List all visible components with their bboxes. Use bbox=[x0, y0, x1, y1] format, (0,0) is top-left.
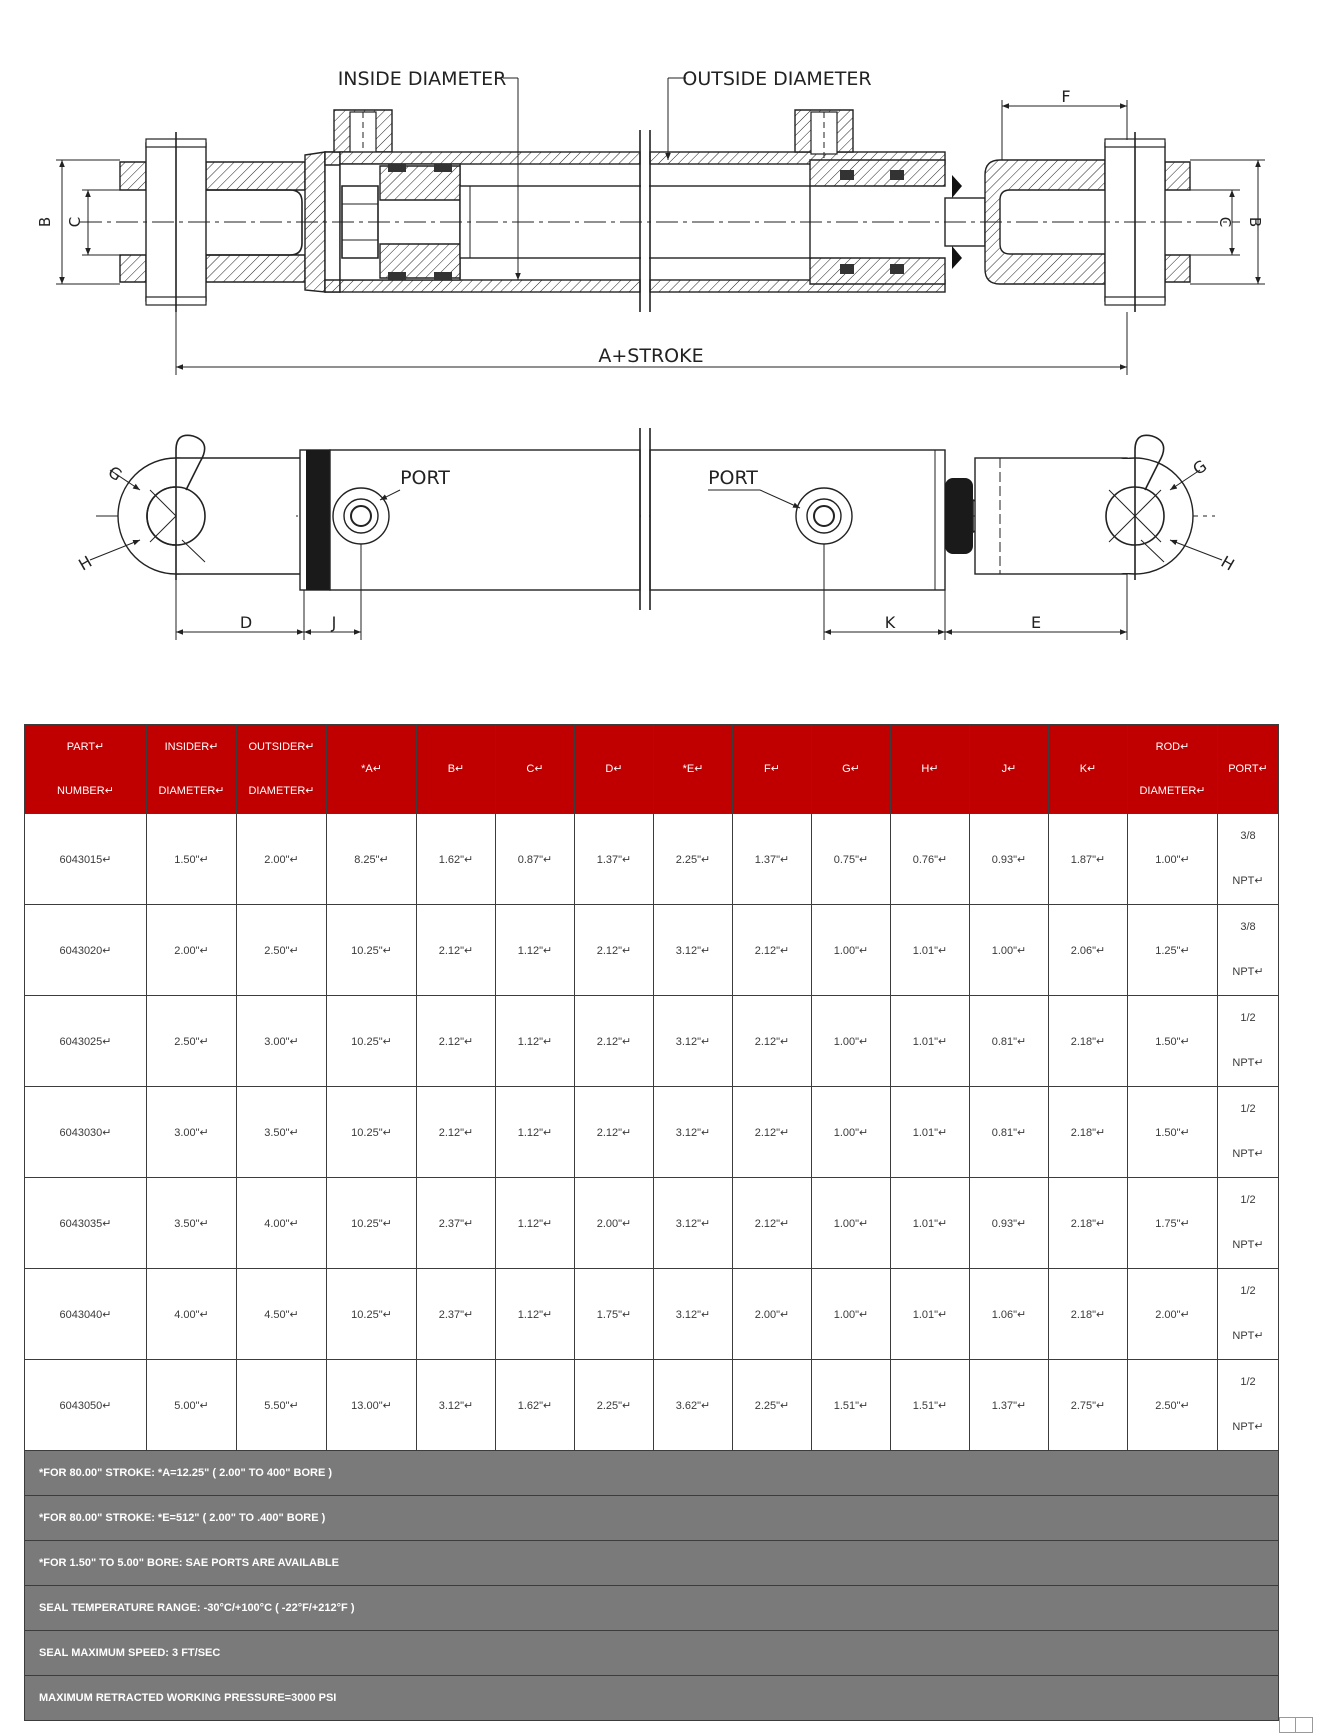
table-cell: 3.12"↵ bbox=[654, 996, 733, 1087]
dim-g-left: G bbox=[104, 462, 126, 485]
column-header bbox=[812, 725, 891, 814]
table-cell: 6043040↵ bbox=[25, 1269, 147, 1360]
table-cell: 1.50"↵ bbox=[147, 814, 237, 905]
table-cell: 1.87"↵ bbox=[1049, 814, 1128, 905]
a-stroke-label: A+STROKE bbox=[598, 345, 704, 367]
table-cell: 2.18"↵ bbox=[1049, 996, 1128, 1087]
table-cell: 1.50"↵ bbox=[1128, 996, 1218, 1087]
table-cell: 1.06"↵ bbox=[970, 1269, 1049, 1360]
table-row bbox=[25, 996, 1279, 1087]
table-cell: 0.93"↵ bbox=[970, 814, 1049, 905]
dim-d: D bbox=[239, 613, 253, 632]
table-cell: 2.37"↵ bbox=[417, 1178, 496, 1269]
port-cell-line: 1/2 bbox=[1240, 1376, 1256, 1388]
table-cell: 1.51"↵ bbox=[891, 1360, 970, 1451]
table-cell: 6043035↵ bbox=[25, 1178, 147, 1269]
table-cell: 1.75"↵ bbox=[575, 1269, 654, 1360]
table-cell: 10.25"↵ bbox=[327, 996, 417, 1087]
outside-diameter-label: OUTSIDE DIAMETER bbox=[682, 68, 872, 90]
port-cell bbox=[1218, 1087, 1279, 1178]
note-text: SEAL MAXIMUM SPEED: 3 FT/SEC bbox=[25, 1631, 1279, 1676]
table-cell: 1.50"↵ bbox=[1128, 1087, 1218, 1178]
dim-b-right: B bbox=[1246, 216, 1264, 228]
column-header-label: DIAMETER↵ bbox=[158, 785, 225, 797]
table-cell: 1.37"↵ bbox=[575, 814, 654, 905]
column-header-label: K↵ bbox=[1079, 763, 1097, 775]
column-header bbox=[1218, 725, 1279, 814]
table-cell: 1.01"↵ bbox=[891, 1087, 970, 1178]
table-cell: 1.12"↵ bbox=[496, 905, 575, 996]
table-cell: 1.51"↵ bbox=[812, 1360, 891, 1451]
port-cell bbox=[1218, 814, 1279, 905]
table-cell: 2.50"↵ bbox=[1128, 1360, 1218, 1451]
table-cell: 2.75"↵ bbox=[1049, 1360, 1128, 1451]
table-cell: 1.00"↵ bbox=[970, 905, 1049, 996]
dim-c-left: C bbox=[66, 216, 84, 228]
table-cell: 2.12"↵ bbox=[733, 1178, 812, 1269]
column-header-label: *A↵ bbox=[361, 763, 382, 775]
port-left-label: PORT bbox=[400, 467, 450, 489]
column-header bbox=[327, 725, 417, 814]
table-cell: 2.00"↵ bbox=[237, 814, 327, 905]
column-header-label: OUTSIDER↵ bbox=[248, 741, 315, 753]
table-cell: 6043015↵ bbox=[25, 814, 147, 905]
table-cell: 4.50"↵ bbox=[237, 1269, 327, 1360]
column-header-label: H↵ bbox=[921, 763, 939, 775]
note-row bbox=[25, 1586, 1279, 1631]
table-cell: 2.50"↵ bbox=[147, 996, 237, 1087]
table-cell: 0.87"↵ bbox=[496, 814, 575, 905]
table-cell: 13.00"↵ bbox=[327, 1360, 417, 1451]
table-cell: 2.12"↵ bbox=[417, 1087, 496, 1178]
table-cell: 2.25"↵ bbox=[654, 814, 733, 905]
table-header-row bbox=[25, 725, 1279, 814]
dim-k: K bbox=[884, 613, 896, 632]
column-header bbox=[1128, 725, 1218, 814]
table-cell: 1.00"↵ bbox=[812, 996, 891, 1087]
port-right-label: PORT bbox=[708, 467, 758, 489]
table-cell: 10.25"↵ bbox=[327, 905, 417, 996]
table-cell: 3.12"↵ bbox=[417, 1360, 496, 1451]
port-cell-line: 3/8 bbox=[1240, 830, 1256, 842]
table-cell: 2.12"↵ bbox=[575, 905, 654, 996]
table-cell: 10.25"↵ bbox=[327, 1269, 417, 1360]
section-view bbox=[36, 68, 1265, 375]
table-cell: 0.93"↵ bbox=[970, 1178, 1049, 1269]
port-cell-line: 3/8 bbox=[1240, 921, 1256, 933]
column-header-label: INSIDER↵ bbox=[164, 741, 219, 753]
note-row bbox=[25, 1496, 1279, 1541]
column-header-label: *E↵ bbox=[682, 763, 704, 775]
table-cell: 2.25"↵ bbox=[733, 1360, 812, 1451]
port-cell bbox=[1218, 1269, 1279, 1360]
cap-seal-band bbox=[306, 450, 330, 590]
column-header bbox=[575, 725, 654, 814]
port-cell-line: NPT↵ bbox=[1232, 875, 1264, 887]
table-cell: 2.18"↵ bbox=[1049, 1087, 1128, 1178]
port-cell-line: NPT↵ bbox=[1232, 1421, 1264, 1433]
column-header bbox=[496, 725, 575, 814]
table-cell: 8.25"↵ bbox=[327, 814, 417, 905]
table-cell: 2.12"↵ bbox=[733, 996, 812, 1087]
table-cell: 2.18"↵ bbox=[1049, 1178, 1128, 1269]
table-cell: 1.62"↵ bbox=[496, 1360, 575, 1451]
column-header-label: ROD↵ bbox=[1155, 741, 1190, 753]
column-header bbox=[25, 725, 147, 814]
column-header bbox=[733, 725, 812, 814]
table-cell: 1.12"↵ bbox=[496, 1178, 575, 1269]
table-cell: 2.00"↵ bbox=[1128, 1269, 1218, 1360]
table-cell: 1.00"↵ bbox=[1128, 814, 1218, 905]
table-cell: 1.12"↵ bbox=[496, 996, 575, 1087]
table-cell: 2.18"↵ bbox=[1049, 1269, 1128, 1360]
table-cell: 2.12"↵ bbox=[575, 1087, 654, 1178]
port-cell-line: NPT↵ bbox=[1232, 1148, 1264, 1160]
table-cell: 1.01"↵ bbox=[891, 1178, 970, 1269]
table-cell: 2.00"↵ bbox=[147, 905, 237, 996]
table-row bbox=[25, 1087, 1279, 1178]
table-cell: 1.37"↵ bbox=[733, 814, 812, 905]
gland bbox=[810, 160, 945, 186]
table-cell: 1.25"↵ bbox=[1128, 905, 1218, 996]
note-row bbox=[25, 1631, 1279, 1676]
port-cell bbox=[1218, 996, 1279, 1087]
column-header-label: B↵ bbox=[447, 763, 465, 775]
port-cell-line: 1/2 bbox=[1240, 1285, 1256, 1297]
table-cell: 1.00"↵ bbox=[812, 1269, 891, 1360]
column-header bbox=[891, 725, 970, 814]
table-row bbox=[25, 905, 1279, 996]
port-cell-line: NPT↵ bbox=[1232, 966, 1264, 978]
table-cell: 0.75"↵ bbox=[812, 814, 891, 905]
table-cell: 6043025↵ bbox=[25, 996, 147, 1087]
note-text: *FOR 1.50" TO 5.00" BORE: SAE PORTS ARE AVAILABLE bbox=[25, 1541, 1279, 1586]
column-header bbox=[237, 725, 327, 814]
table-cell: 2.12"↵ bbox=[575, 996, 654, 1087]
dim-f: F bbox=[1061, 87, 1071, 106]
table-cell: 2.50"↵ bbox=[237, 905, 327, 996]
note-row bbox=[25, 1451, 1279, 1496]
table-cell: 2.06"↵ bbox=[1049, 905, 1128, 996]
note-text: *FOR 80.00" STROKE: *E=512" ( 2.00" TO .400" BORE ) bbox=[25, 1496, 1279, 1541]
column-header-label: C↵ bbox=[526, 763, 544, 775]
table-cell: 2.00"↵ bbox=[733, 1269, 812, 1360]
note-text: SEAL TEMPERATURE RANGE: -30°C/+100°C ( -22°F/+212°F ) bbox=[25, 1586, 1279, 1631]
column-header bbox=[654, 725, 733, 814]
barrel-wall-top bbox=[340, 152, 640, 164]
table-cell: 1.00"↵ bbox=[812, 1087, 891, 1178]
exterior-view bbox=[75, 428, 1237, 640]
wiper-seal bbox=[945, 478, 973, 554]
spec-table bbox=[24, 724, 1279, 1721]
table-cell: 3.50"↵ bbox=[237, 1087, 327, 1178]
column-header-label: G↵ bbox=[842, 763, 860, 775]
table-cell: 0.76"↵ bbox=[891, 814, 970, 905]
port-cell-line: 1/2 bbox=[1240, 1103, 1256, 1115]
column-header-label: NUMBER↵ bbox=[57, 785, 114, 797]
table-cell: 10.25"↵ bbox=[327, 1178, 417, 1269]
dim-g-right: G bbox=[1189, 456, 1211, 479]
table-cell: 6043020↵ bbox=[25, 905, 147, 996]
table-cell: 3.62"↵ bbox=[654, 1360, 733, 1451]
note-text: *FOR 80.00" STROKE: *A=12.25" ( 2.00" TO 400" BORE ) bbox=[25, 1451, 1279, 1496]
table-cell: 1.75"↵ bbox=[1128, 1178, 1218, 1269]
table-cell: 6043050↵ bbox=[25, 1360, 147, 1451]
table-cell: 2.00"↵ bbox=[575, 1178, 654, 1269]
table-cell: 3.50"↵ bbox=[147, 1178, 237, 1269]
column-header-label: D↵ bbox=[605, 763, 623, 775]
port-cell bbox=[1218, 905, 1279, 996]
left-clevis bbox=[120, 162, 146, 190]
dim-e: E bbox=[1030, 613, 1042, 632]
table-cell: 2.12"↵ bbox=[733, 1087, 812, 1178]
column-header bbox=[970, 725, 1049, 814]
table-cell: 2.12"↵ bbox=[733, 905, 812, 996]
column-header-label: DIAMETER↵ bbox=[1139, 785, 1206, 797]
table-cell: 1.62"↵ bbox=[417, 814, 496, 905]
table-cell: 10.25"↵ bbox=[327, 1087, 417, 1178]
table-row bbox=[25, 1360, 1279, 1451]
table-cell: 1.12"↵ bbox=[496, 1087, 575, 1178]
table-cell: 3.12"↵ bbox=[654, 905, 733, 996]
port-cell bbox=[1218, 1360, 1279, 1451]
note-row bbox=[25, 1541, 1279, 1586]
dim-c-right: C bbox=[1216, 216, 1234, 228]
column-header bbox=[1049, 725, 1128, 814]
cylinder-technical-drawing bbox=[0, 0, 1327, 680]
table-cell: 4.00"↵ bbox=[147, 1269, 237, 1360]
port-cell-line: NPT↵ bbox=[1232, 1330, 1264, 1342]
column-header bbox=[417, 725, 496, 814]
table-cell: 5.50"↵ bbox=[237, 1360, 327, 1451]
table-cell: 0.81"↵ bbox=[970, 1087, 1049, 1178]
table-cell: 1.01"↵ bbox=[891, 905, 970, 996]
table-row bbox=[25, 1269, 1279, 1360]
table-cell: 2.25"↵ bbox=[575, 1360, 654, 1451]
table-cell: 1.12"↵ bbox=[496, 1269, 575, 1360]
corner-mark bbox=[1279, 1717, 1313, 1733]
inside-diameter-label: INSIDE DIAMETER bbox=[337, 68, 507, 90]
port-cell bbox=[1218, 1178, 1279, 1269]
table-cell: 1.37"↵ bbox=[970, 1360, 1049, 1451]
port-cell-line: 1/2 bbox=[1240, 1012, 1256, 1024]
table-cell: 2.12"↵ bbox=[417, 905, 496, 996]
dim-b-left: B bbox=[36, 216, 54, 228]
table-row bbox=[25, 1178, 1279, 1269]
table-cell: 5.00"↵ bbox=[147, 1360, 237, 1451]
table-cell: 6043030↵ bbox=[25, 1087, 147, 1178]
table-cell: 3.12"↵ bbox=[654, 1269, 733, 1360]
dim-j: J bbox=[331, 613, 337, 632]
table-cell: 3.00"↵ bbox=[147, 1087, 237, 1178]
column-header bbox=[147, 725, 237, 814]
table-cell: 1.00"↵ bbox=[812, 1178, 891, 1269]
port-cell-line: NPT↵ bbox=[1232, 1057, 1264, 1069]
column-header-label: PART↵ bbox=[66, 741, 105, 753]
column-header-label: F↵ bbox=[764, 763, 780, 775]
dim-h-left: H bbox=[75, 552, 96, 575]
table-cell: 1.00"↵ bbox=[812, 905, 891, 996]
table-cell: 4.00"↵ bbox=[237, 1178, 327, 1269]
table-cell: 3.12"↵ bbox=[654, 1087, 733, 1178]
column-header-label: PORT↵ bbox=[1228, 763, 1268, 775]
port-cell-line: NPT↵ bbox=[1232, 1239, 1264, 1251]
note-row bbox=[25, 1676, 1279, 1721]
table-cell: 2.12"↵ bbox=[417, 996, 496, 1087]
table-cell: 1.01"↵ bbox=[891, 1269, 970, 1360]
table-body bbox=[25, 814, 1279, 1721]
column-header-label: J↵ bbox=[1001, 763, 1017, 775]
table-cell: 3.00"↵ bbox=[237, 996, 327, 1087]
table-cell: 1.01"↵ bbox=[891, 996, 970, 1087]
port-cell-line: 1/2 bbox=[1240, 1194, 1256, 1206]
note-text: MAXIMUM RETRACTED WORKING PRESSURE=3000 PSI bbox=[25, 1676, 1279, 1721]
table-cell: 3.12"↵ bbox=[654, 1178, 733, 1269]
dim-h-right: H bbox=[1217, 552, 1238, 575]
table-row bbox=[25, 814, 1279, 905]
column-header-label: DIAMETER↵ bbox=[248, 785, 315, 797]
table-cell: 2.37"↵ bbox=[417, 1269, 496, 1360]
table-cell: 0.81"↵ bbox=[970, 996, 1049, 1087]
